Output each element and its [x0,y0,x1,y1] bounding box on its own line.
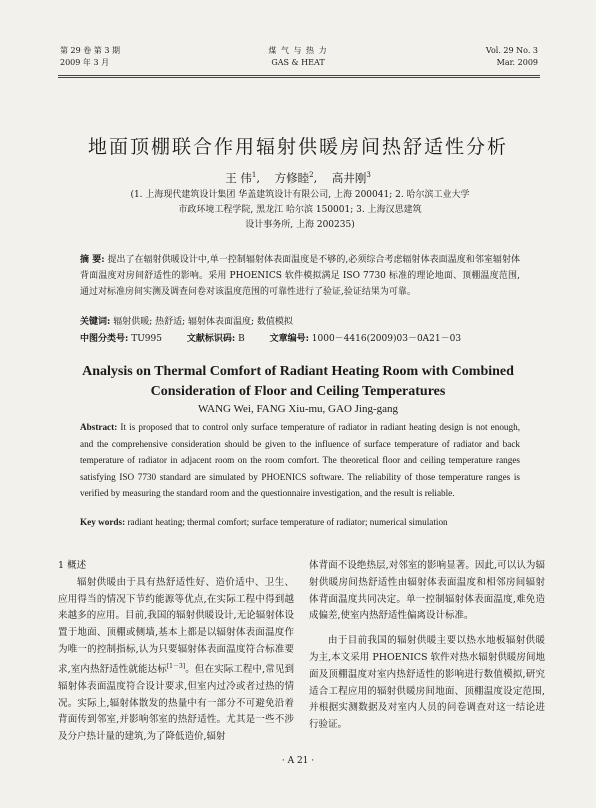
page-number: · A 21 · [281,756,315,766]
paragraph-text: 辐射供暖由于具有热舒适性好、造价适中、卫生、应用得当的情况下节约能源等优点,在实际工程中得到越来越多的应用。目前,我国的辐射供暖设计,无论辐射体设置于地面、顶棚或侧墙,基本上都是以辐射体表面温度作为唯一的控制指标,认为只要辐射体表面温度符合标准要求,室内热舒适性就能达标 [58,576,294,675]
doc-code: B [238,334,245,344]
body-column-right [309,558,545,734]
header-rule-thin [58,77,540,78]
paper-title-cn: 地面顶棚联合作用辐射供暖房间热舒适性分析 [87,136,508,158]
keywords-en [80,514,520,531]
clc-code: TU995 [131,334,162,344]
article-no-label: 文章编号: [269,334,309,344]
abstract-cn-label: 摘 要: [80,255,105,265]
author-2-affil: 2 [309,171,314,180]
author-1-affil: 1 [251,171,257,180]
body-paragraph: 由于目前我国的辐射供暖主要以热水地板辐射供暖为主,本文采用 PHOENICS 软件对热水辐射供暖房间地面及顶棚温度对室内热舒适性的影响进行数值模拟,研究适合工程应用的辐射供暖房间地面、顶棚温度设定范围,并根据实测数据及对室内人员的问卷调查对这一结论进行验证。 [309,635,545,731]
citation-ref: [1－3] [166,662,186,670]
section-heading: 1 概述 [58,560,87,571]
authors-en: WANG Wei, FANG Xiu-mu, GAO Jing-gang [197,403,399,415]
abstract-cn-text: 提出了在辐射供暖设计中,单一控制辐射体表面温度是不够的,必须综合考虑辐射体表面温度和邻室辐射体背面温度对房间舒适性的影响。采用 PHOENICS 软件模拟满足 ISO 7730 标准的理论地面、顶棚温度范围,通过对标准房间实测及调查问卷对该温度范围的可靠性进行了验证,验证结果为可靠。 [80,255,520,297]
keywords-cn [80,314,520,330]
date-cn: 2009 年 3 月 [60,58,110,67]
authors-cn: 王 伟$^1$, 方修睦$^2$, 高井刚$^3$ [225,171,371,185]
keywords-en-label: Key words: [80,517,126,527]
journal-name-en: GAS & HEAT [271,58,325,67]
clc-label: 中图分类号: [80,334,129,344]
author-1: 王 伟 [225,171,252,185]
affiliation-line: (1. 上海现代建筑设计集团 华盖建筑设计有限公司, 上海 200041; 2. 哈尔滨工业大学 [130,190,470,200]
header-rule [58,75,540,76]
affiliation-line: 设计事务所, 上海 200235) [245,220,355,230]
author-3: 高井刚 [331,171,367,185]
keywords-cn-label: 关键词: [80,317,111,327]
volume-issue-cn: 第 29 卷 第 3 期 [60,46,120,55]
classification-line [80,331,520,347]
doc-code-label: 文献标识码: [186,334,236,344]
paper-title-en: Analysis on Thermal Comfort of Radiant Heating Room with Combined Consideration of Floor and Ceiling Temperatures [82,364,514,399]
abstract-en-label: Abstract: [80,422,118,432]
paragraph-text: 。但在实际工程中,常见到辐射体表面温度符合设计要求,但室内过冷或者过热的情况。实际上,辐射体散发的热量中有一部分不可避免沿着背面传到邻室,并影响邻室的热舒适性。尤其是一些不涉及分户热计量的建筑,为了降低造价,辐射 [58,663,294,743]
article-no: 1000－4416(2009)03－0A21－03 [311,334,462,344]
journal-name-cn: 煤 气 与 热 力 [268,46,328,55]
date-en: Mar. 2009 [496,58,538,67]
body-paragraph-continued: 体背面不设绝热层,对邻室的影响显著。因此,可以认为辐射供暖房间热舒适性由辐射体表面温度和相邻房间辐射体背面温度共同决定。单一控制辐射体表面温度,难免造成偏差,使室内热舒适性偏离设计标准。 [309,560,545,622]
keywords-en-text: radiant heating; thermal comfort; surface temperature of radiator; numerical simulation [127,517,448,527]
header-volume-en [486,45,538,69]
abstract-cn [80,252,520,300]
abstract-en-text: It is proposed that to control only surface temperature of radiator in radiant heating design is not enough, and the comprehensive consideration should be given to the influence of surface temperature of radiator and back temperature of radiator in adjacent room on the room comfort. The theoretical floor and ceiling temperature ranges satisfying ISO 7730 standard are simulated by PHOENICS software. The reliability of those temperature ranges is verified by measuring the standard room and the questionnaire investigation, and the result is reliable. [80,422,520,498]
author-2: 方修睦 [274,171,310,185]
volume-issue-en: Vol. 29 No. 3 [485,46,538,55]
affiliations [90,188,510,233]
body-column-left [58,558,294,746]
affiliation-line: 市政环境工程学院, 黑龙江 哈尔滨 150001; 3. 上海汉思建筑 [178,205,422,215]
author-3-affil: 3 [366,171,371,180]
keywords-cn-text: 辐射供暖; 热舒适; 辐射体表面温度; 数值模拟 [113,317,293,327]
body-paragraph [58,575,294,746]
abstract-en [80,419,520,502]
